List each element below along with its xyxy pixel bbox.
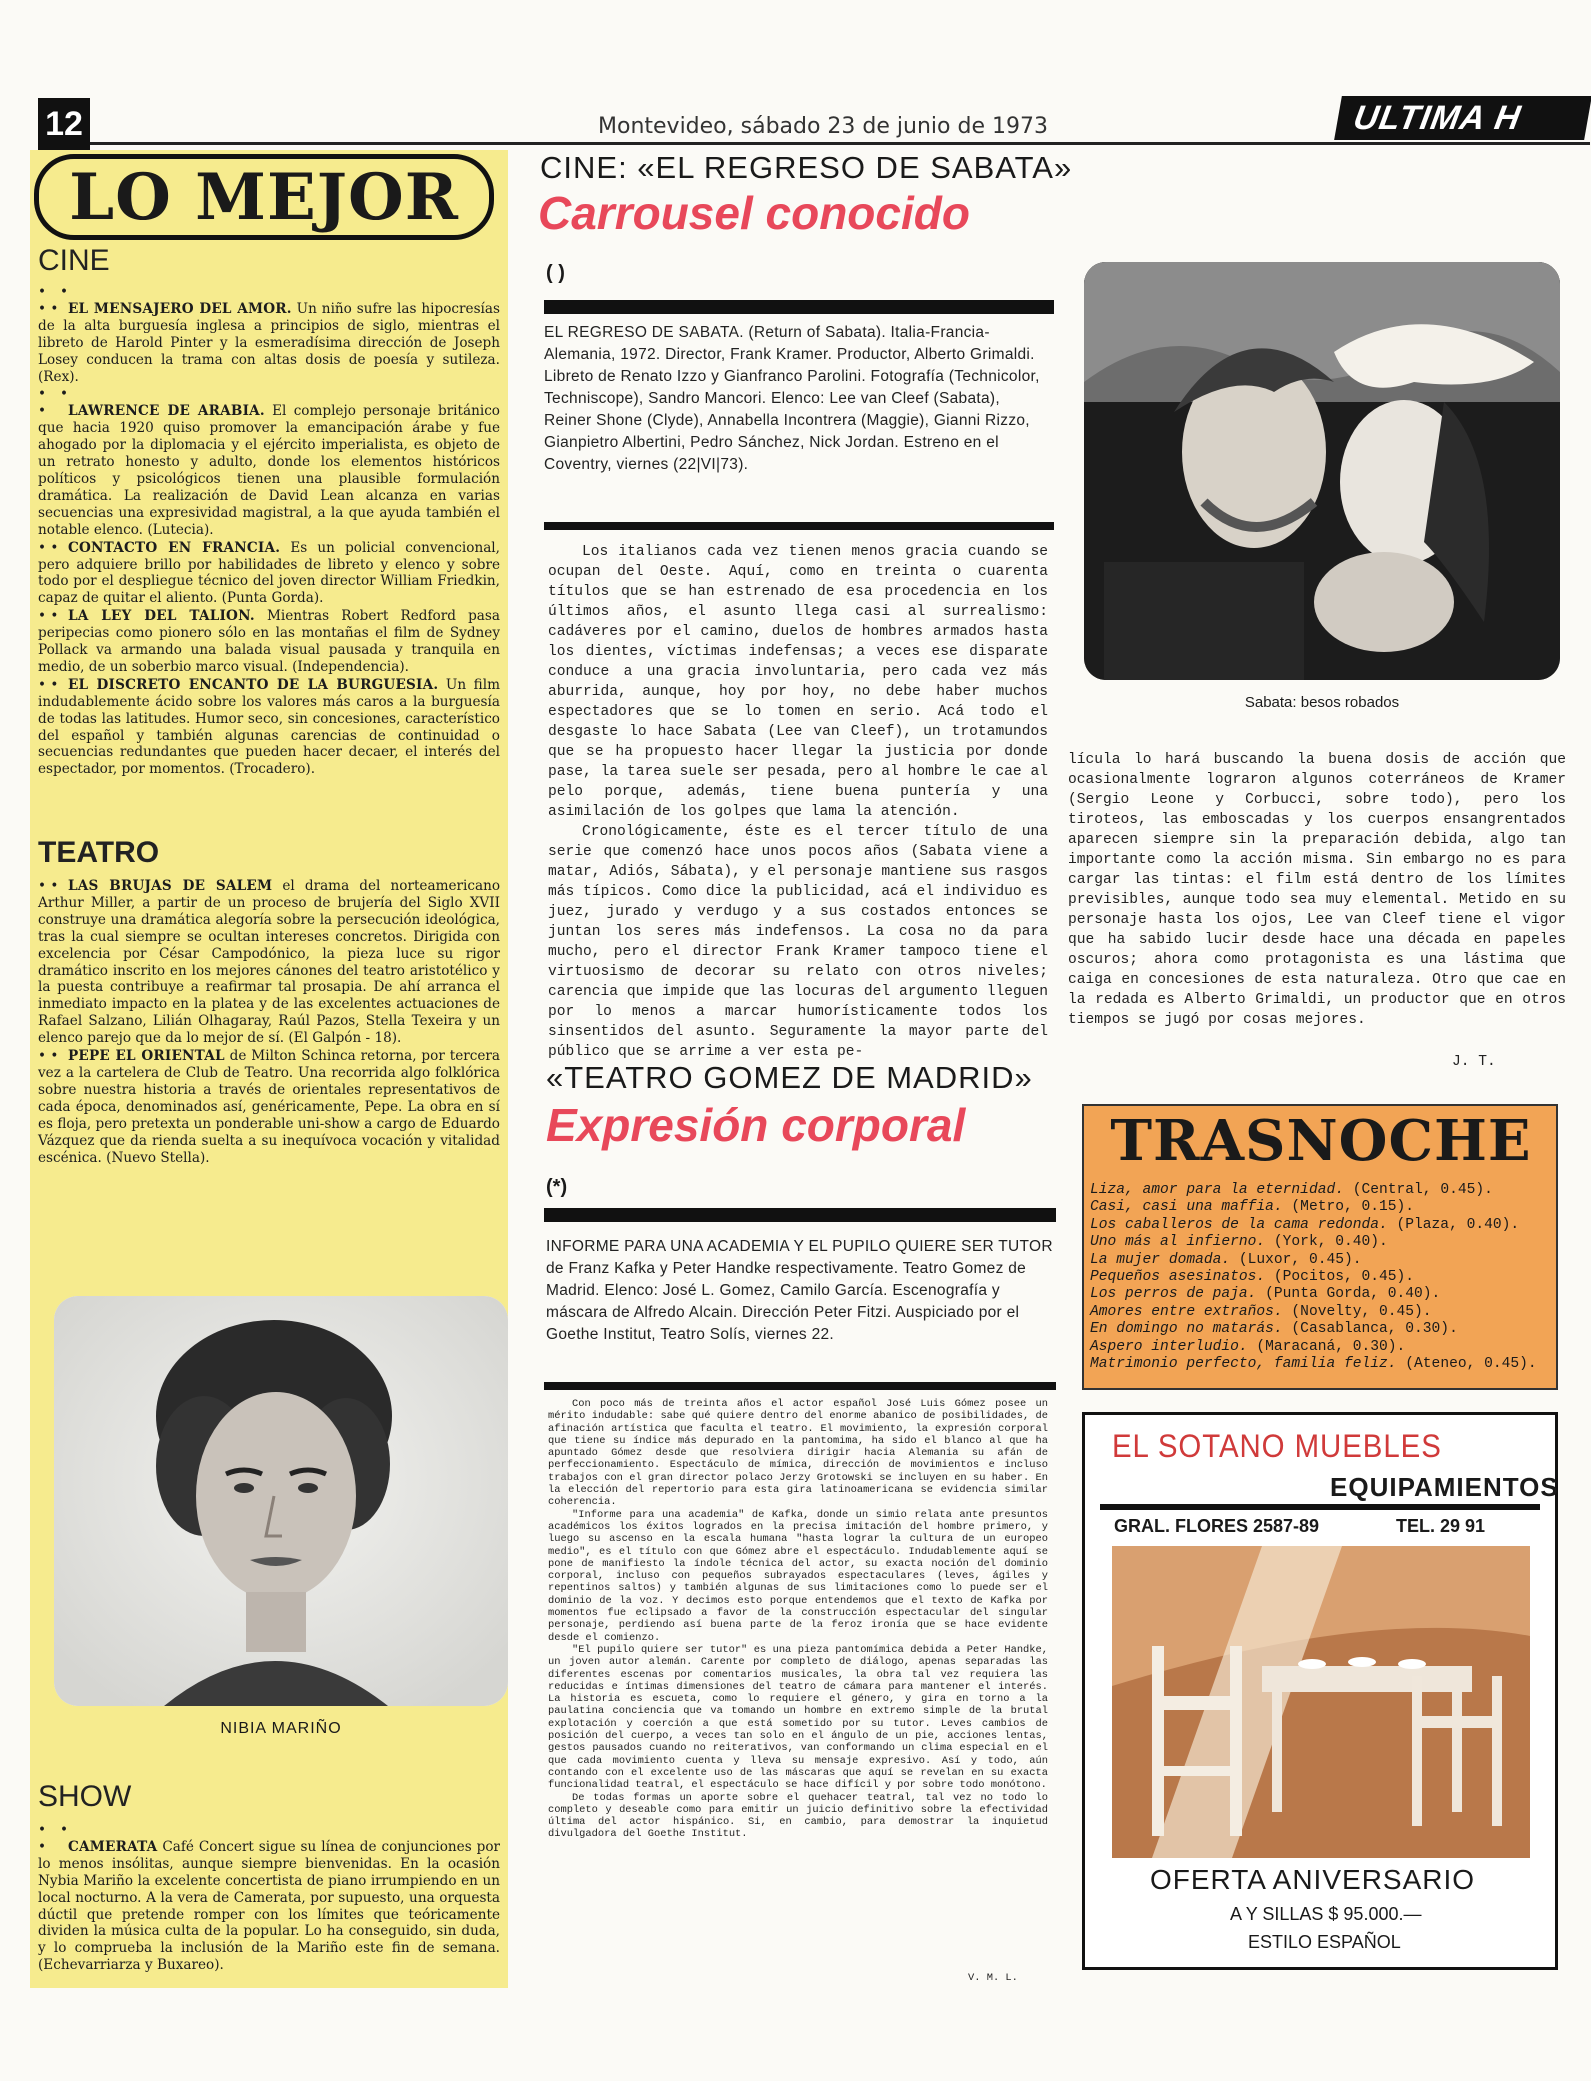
list-item: Los caballeros de la cama redonda. (Plaza, 0.40). [1090,1216,1520,1233]
list-item: Amores entre extraños. (Novelty, 0.45). [1090,1303,1432,1320]
cine-list [38,284,500,779]
dateline: Montevideo, sábado 23 de junio de 1973 [598,114,1048,139]
ad-address: GRAL. FLORES 2587-89 [1114,1516,1320,1536]
sabata-body-right: lícula lo hará buscando la buena dosis de acción que ocasionalmente lograron algunos coterráneos de Kramer (Sergio Leone y Corbucci, sobre todo), pero los tiroteos, las emboscadas y los cuerpos ensangrentados aparecen siempre sin la preparación debida, algo tan importante como la acción misma. Sin embargo no es para cargar las tintas: el film está dentro de los límites previsibles, aunque todo sea muy elemental. Metido en su personaje hasta los ojos, Lee van Cleef tiene el vigor que ha sabido lucir desde hace una década en papeles oscuros; ahora como protagonista es una lástima que caiga en concesiones de esta naturaleza. Otro que cae en la redada es Alberto Grimaldi, un productor que en otros tiempos se jugó por cosas mejores. [1068,752,1566,1028]
sabata-signature: J. T. [1452,1054,1496,1070]
list-item: • • • CAMERATA Café Concert sigue su línea de conjunciones por lo menos insólitas, aunque siempre bienvenidas. En la ocasión Nybia Mariño la excelente concertista de piano irrumpiendo en un local nocturno. A la vera de Camerata, por supuesto, una orquesta dúctil que pretende romper con los límites que teóricamente dividen la música culta de la popular. Lo ha conseguido, sin duda, y lo comprueba la inclusión de la Mariño este fin de semana. (Echevarriarza y Buxareo). [38,1822,500,1974]
header-rule [90,142,1590,145]
teatro-rule [544,1208,1056,1222]
sabata-title: Carrousel conocido [538,187,970,239]
sabata-photo-caption: Sabata: besos robados [1244,694,1400,711]
list-item: En domingo no matarás. (Casablanca, 0.30). [1090,1321,1458,1338]
show-heading: SHOW [38,1780,132,1813]
sabata-photo [1084,262,1560,680]
masthead: ULTIMA H [1334,96,1591,140]
portrait-caption: NIBIA MARIÑO [220,1720,342,1737]
teatro-credits: INFORME PARA UNA ACADEMIA Y EL PUPILO QUIERE SER TUTOR de Franz Kafka y Peter Handke respectivamente. Teatro Gomez de Madrid. Elenco: José L. Gomez, Camilo García. Escenografía y máscara de Alfredo Alcain. Dirección Peter Fitzi. Auspiciado por el Goethe Institut, Teatro Solís, viernes 22. [546,1238,1053,1343]
furniture-image [1112,1546,1530,1858]
list-item: Aspero interludio. (Maracaná, 0.30). [1090,1338,1406,1355]
page-number: 12 [38,98,90,150]
list-item: La mujer domada. (Luxor, 0.45). [1090,1251,1362,1268]
cine-heading: CINE [38,244,110,277]
trasnoche-list [1090,1182,1556,1373]
list-item: Los perros de paja. (Punta Gorda, 0.40). [1090,1286,1441,1303]
teatro-mark: (*) [546,1176,568,1198]
sabata-credits: EL REGRESO DE SABATA. (Return of Sabata). Italia-Francia-Alemania, 1972. Director, Frank Kramer. Productor, Alberto Grimaldi. Libreto de Renato Izzo y Gianfranco Parolini. Fotografía (Technicolor, Techniscope), Sandro Mancori. Elenco: Lee van Cleef (Sabata), Reiner Shone (Clyde), Annabella Incontrera (Maggie), Gianni Rizzo, Gianpietro Albertini, Pedro Sánchez, Nick Jordan. Estreno en el Coventry, viernes (22|VI|73). [544,324,1040,473]
teatro-rule-2 [544,1382,1056,1390]
ad-offer-price: A Y SILLAS $ 95.000.— [1230,1904,1422,1924]
teatro-kicker: «TEATRO GOMEZ DE MADRID» [546,1060,1033,1095]
trasnoche-title: TRASNOCHE [1110,1108,1532,1174]
sabata-body-left: Los italianos cada vez tienen menos gracia cuando se ocupan del Oeste. Aquí, como en treinta o cuarenta títulos que se han estrenado de esa procedencia en los últimos años, el asunto llega casi al surrealismo: cadáveres por el camino, duelos de hombres armados hasta los dientes, víctimas indefensas; a veces ese disparate conduce a una gracia involuntaria, pero cada vez más aburrida, aunque, hoy por hoy, no debe haber muchos espectadores que se lo tomen en serio. Acá todo el desgaste lo hace Sabata (Lee van Cleef), un trotamundos que se ha propuesto hacer llegar la justicia por donde pase, la tarea suele ser pesada, pero al hombre le cae al pelo porque, además, tiene buena puntería y una asimilación de los golpes que lama la atención. Cronológicamente, éste es el tercer título de una serie que comenzó hace unos pocos años (Sabata viene a matar, Adiós, Sábata), y el personaje mantiene sus rasgos más típicos. Como dice la publicidad, acá el individuo es juez, jurado y verdugo y a sus costados entonces se juntan los seres más indefensos. La cosa no da para mucho, pero el director Frank Kramer tampoco tiene el virtuosismo de decorar su relato con otros niveles; carencia que impide que las locuras del argumento lleguen por lo menos a marcar humorísticamente todos los sinsentidos del asunto. Seguramente la mayor parte del público que se arrime a ver esta pe- [548,544,1048,1060]
ad-photo [1112,1546,1530,1858]
ad-rule [1100,1504,1540,1510]
list-item: Pequeños asesinatos. (Pocitos, 0.45). [1090,1269,1415,1286]
teatro-list [38,878,500,1167]
list-item: • • EL DISCRETO ENCANTO DE LA BURGUESIA. Un film indudablemente ácido sobre los valores más caros a la burguesía de todas las latitudes. Humor seco, sin concesiones, característico del español y también algunas carencias de continuidad o secuencias redundantes que pueden hacer decaer, el interés del espectador, por momentos. (Trocadero). [38,676,500,778]
portrait-photo [54,1296,508,1706]
list-item: • • • LAWRENCE DE ARABIA. El complejo personaje británico que hacia 1920 quiso promover la emancipación árabe y fue ahogado por la diplomacia y el ejército imperialista, es objeto de un retrato honesto y adulto, donde los elementos históricos políticos y psicológicos tienen una plausible formulación dramática. La realización de David Lean alcanza en varias secuencias una expresividad magistral, a la que ayuda también el notable elenco. (Lutecia). [38,386,500,538]
sabata-rule [544,300,1054,314]
list-item: • • LA LEY DEL TALION. Mientras Robert Redford pasa peripecias como pionero sólo en las montañas el film de Sydney Pollack va armando una balada visual pausada y tranquila en medio, de un soberbio marco visual. (Independencia). [38,608,500,675]
list-item: Matrimonio perfecto, familia feliz. (Ateneo, 0.45). [1090,1356,1537,1373]
ad-offer-style: ESTILO ESPAÑOL [1248,1932,1401,1952]
sabata-kicker: CINE: «EL REGRESO DE SABATA» [540,150,1073,185]
sabata-rule-2 [544,522,1054,530]
list-item: • • LAS BRUJAS DE SALEM el drama del norteamericano Arthur Miller, a partir de un proceso de brujería del Siglo XVII construye una dramática alegoría sobre la persecución ideológica, tras la cual siempre se ocultan intereses concretos. Dirigida con excelencia por César Campodónico, la pieza luce su rigor dramático inscrito en los mejores cánones del teatro aristotélico y la puesta contribuye a reafirmar tal prosapia. De ahí arranca el inmediato impacto en la platea y de las excelentes actuaciones de Rafael Salzano, Lilián Olhagaray, Raúl Pazos, Stella Texeira y un elenco parejo que da lo mejor de sí. (El Galpón - 18). [38,878,501,1047]
ad-brand: EL SOTANO MUEBLES [1112,1428,1442,1464]
lo-mejor-title: LO MEJOR [34,154,494,240]
teatro-title: Expresión corporal [546,1099,966,1151]
teatro-body: Con poco más de treinta años el actor español José Luis Gómez posee un mérito indudable: sabe qué quiere dentro del enorme abanico de posibilidades, de afinación artística que faculta el teatro. El movimiento, la expresión corporal que tiene su índice más depurado en la pantomima, ha sido el blanco al que ha apuntado Gómez desde que resolviera dirigir hacia Alemania su afán de perfeccionamiento. Espectáculo de mímica, dirección de movimientos e incluso trabajos con el gran director polaco Jerzy Grotowski se incluyen en su haber. En la elección del repertorio para esta gira latinoamericana se evidencia similar coherencia. "Informe para una academia" de Kafka, donde un simio relata ante presuntos académicos los éxitos logrados en la precisa imitación del hombre primero, y luego su ascenso en la escala humana "hasta lograr la cultura de un europeo medio", es el título con que Gómez abre el espectáculo. Indudablemente aquí se pone de manifiesto la índole técnica del actor, su exacta noción del dominio corporal, incluso con pequeños subrayados espectaculares (leves, ágiles y repentinos saltos) y también algunas de sus limitaciones como lo puede ser el dominio de la voz. Y decimos esto porque entendemos que el texto de Kafka por momentos fue eclipsado a favor de la construcción espectacular del singular personaje, perdiendo así buena parte de la feroz ironía que se hace evidente desde el comienzo. "El pupilo quiere ser tutor" es una pieza pantomímica debida a Peter Handke, un joven autor alemán. Carente por completo de diálogo, apenas separadas las diferentes escenas por comentarios musicales, la obra tal vez requiera las reducidas e íntimas dimensiones del teatro de cámara para mantener el interés. La historia es escueta, como lo requiere el género, y gira en torno a la paulatina conciencia que va tomando un hombre en extremo simple de la brutal explotación y coerción a que está sometido por su tutor. Leves cambios de posición del cuerpo, a veces tan solo en el ángulo de un pie, acciones lentas, gestos pausados cuando no reiterativos, van conformando un clima especial en el que cada movimiento cuenta y lleva su mensaje expresivo. Así y todo, aún contando con el excelente uso de las máscaras que aquí se revelan en su exacta funcionalidad teatral, el espectáculo se hace difícil y por sobre todo monótono. De todas formas un aporte sobre el quehacer teatral, tal vez no todo lo completo y deseable como para emitir un juicio definitivo sobre la efectividad última del actor hispánico. Si, en cambio, para demostrar la inquietud divulgadora del Goethe Institut. [548,1398,1048,1841]
sabata-mark: ( ) [546,262,565,284]
teatro-heading: TEATRO [38,836,160,869]
nibia-marino-portrait [54,1296,508,1706]
show-list [38,1822,500,1975]
sabata-still-image [1084,262,1560,680]
list-item: • • • • EL MENSAJERO DEL AMOR. Un niño sufre las hipocresías de la alta burguesía inglesa a principios de siglo, mientras el libreto de Harold Pinter y la esmeradísima dirección de Joseph Losey conducen la trama con altas dosis de poesía y sutileza. (Rex). [38,284,500,385]
list-item: Liza, amor para la eternidad. (Central, 0.45). [1090,1182,1493,1198]
list-item: Casi, casi una maffia. (Metro, 0.15). [1090,1199,1415,1216]
teatro-signature: V. M. L. [968,1972,1018,1984]
list-item: • • PEPE EL ORIENTAL de Milton Schinca retorna, por tercera vez a la cartelera de Club de Teatro. Una recorrida algo folklórica sobre nuestra historia a través de orientales representativos de cada época, denominados así, genéricamente, Pepe. La obra en sí es floja, pero pretexta un ponderable uni-show a cargo de Eduardo Vázquez que da rienda suelta a su inequívoca vocación y vitalidad escénica. (Nuevo Stella). [38,1048,501,1166]
ad-offer: OFERTA ANIVERSARIO [1150,1864,1476,1895]
ad-subtitle: EQUIPAMIENTOS [1330,1472,1559,1502]
ad-phone: TEL. 29 91 [1396,1516,1486,1536]
list-item: • • CONTACTO EN FRANCIA. Es un policial convencional, pero adquiere brillo por habilidades de libreto y elenco y sobre todo por el despliegue técnico del joven director William Friedkin, capaz de quitar el aliento. (Punta Gorda). [38,539,500,607]
list-item: Uno más al infierno. (York, 0.40). [1090,1234,1388,1251]
